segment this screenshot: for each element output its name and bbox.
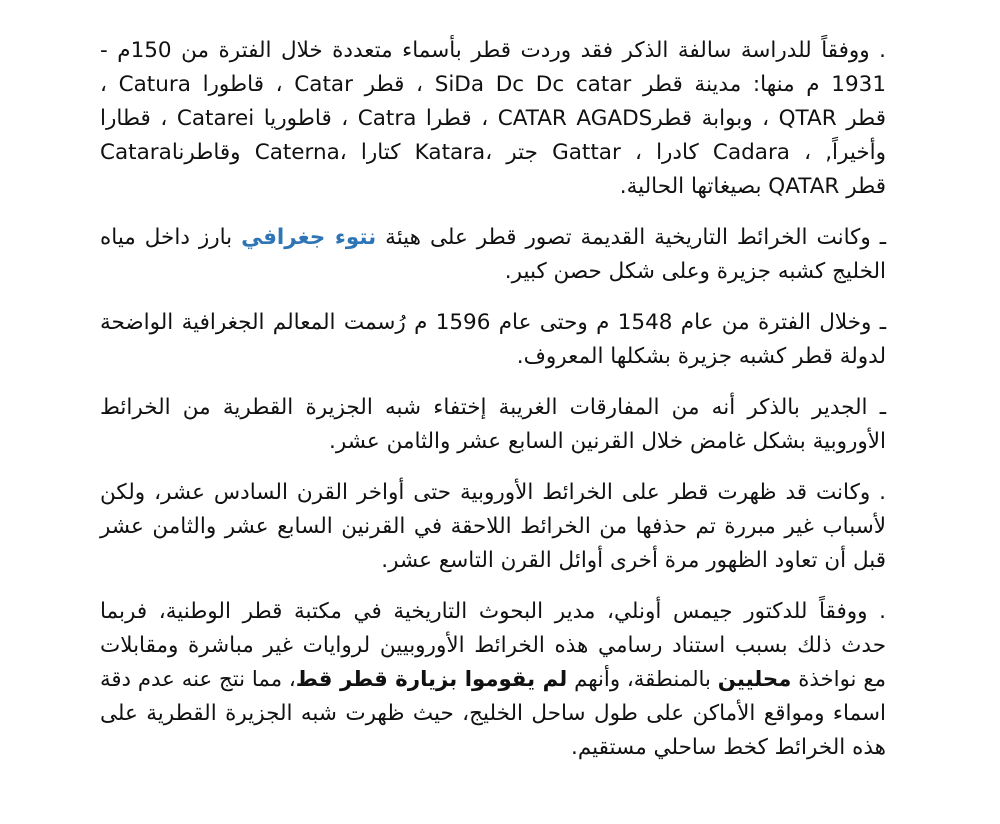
text-line xyxy=(100,544,886,578)
text-run: قطر QTAR ، وبوابة قطرCATAR AGADS ، قطرا Catra ، قاطوريا Catarei ، قطارا xyxy=(100,106,886,131)
text-run: ، مما نتج عنه عدم دقة xyxy=(100,667,296,692)
text-line xyxy=(100,221,886,255)
text-line xyxy=(100,629,886,663)
bold-text: محليين xyxy=(717,667,792,692)
text-run: الخليج كشبه جزيرة وعلى شكل حصن كبير. xyxy=(504,259,886,284)
text-run: بالمنطقة، وأنهم xyxy=(567,667,718,692)
text-run: Cataraوقاطرنا Caterna، كتارا Katara، جتر Gattar ، كادرا Cadara ، ,وأخيراً xyxy=(100,140,887,165)
paragraph xyxy=(100,476,886,578)
text-line xyxy=(100,663,886,697)
text-line xyxy=(100,34,886,68)
text-line xyxy=(100,170,886,204)
text-line xyxy=(100,697,886,731)
text-line xyxy=(100,306,886,340)
text-run: ـ الجدير بالذكر أنه من المفارقات الغريبة إختفاء شبه الجزيرة القطرية من الخرائط xyxy=(100,395,886,420)
text-run: حدث ذلك بسبب استناد رسامي هذه الخرائط الأوروبيين لروايات غير مباشرة ومقابلات xyxy=(100,633,886,658)
text-line xyxy=(100,510,886,544)
text-run: ـ وخلال الفترة من عام 1548 م وحتى عام 1596 م رُسمت المعالم الجغرافية الواضحة xyxy=(100,310,887,335)
text-line xyxy=(100,595,886,629)
text-run: لدولة قطر كشبه جزيرة بشكلها المعروف. xyxy=(516,344,886,369)
text-run: . ووفقاً للدكتور جيمس أونلي، مدير البحوث التاريخية في مكتبة قطر الوطنية، فربما xyxy=(100,599,886,624)
text-line xyxy=(100,68,886,102)
paragraph xyxy=(100,595,886,765)
text-run: قطر QATAR بصيغاتها الحالية. xyxy=(619,174,886,199)
text-run: 1931 م منها: مدينة قطر SiDa Dc Dc catar ، قطر Catar ، قاطورا Catura ، xyxy=(100,72,886,97)
text-run: هذه الخرائط كخط ساحلي مستقيم. xyxy=(571,735,886,760)
text-run: . وكانت قد ظهرت قطر على الخرائط الأوروبية حتى أواخر القرن السادس عشر، ولكن xyxy=(100,480,886,505)
text-run: قبل أن تعاود الظهور مرة أخرى أوائل القرن التاسع عشر. xyxy=(381,548,886,573)
highlighted-term: نتوء جغرافي xyxy=(241,225,377,250)
text-run: اسماء ومواقع الأماكن على طول ساحل الخليج، حيث ظهرت شبه الجزيرة القطرية على xyxy=(100,701,886,726)
text-run: مع نواخذة xyxy=(791,667,887,692)
text-line xyxy=(100,136,886,170)
text-run: ـ وكانت الخرائط التاريخية القديمة تصور قطر على هيئة xyxy=(376,225,886,250)
text-line xyxy=(100,425,886,459)
paragraph xyxy=(100,391,886,459)
text-line xyxy=(100,255,886,289)
text-run: بارز داخل مياه xyxy=(100,225,242,250)
text-line xyxy=(100,340,886,374)
paragraph xyxy=(100,306,886,374)
bold-text: لم يقوموا بزيارة قطر قط xyxy=(295,667,568,692)
text-line xyxy=(100,731,886,765)
text-run: لأسباب غير مبررة تم حذفها من الخرائط اللاحقة في القرنين السابع عشر والثامن عشر xyxy=(100,514,886,539)
text-run: الأوروبية بشكل غامض خلال القرنين السابع عشر والثامن عشر. xyxy=(329,429,886,454)
paragraph xyxy=(100,221,886,289)
text-line xyxy=(100,102,886,136)
text-line xyxy=(100,391,886,425)
document-page xyxy=(100,34,886,782)
paragraph xyxy=(100,34,886,204)
text-line xyxy=(100,476,886,510)
text-run: . ووفقاً للدراسة سالفة الذكر فقد وردت قطر بأسماء متعددة خلال الفترة من 150م - xyxy=(100,38,886,63)
